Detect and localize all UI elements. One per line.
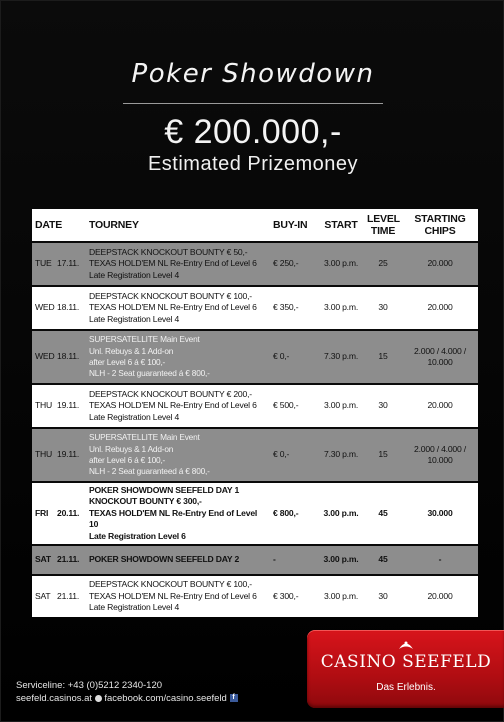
cell-tourney <box>86 384 270 428</box>
cell-day: THU <box>35 400 53 411</box>
website-link[interactable]: seefeld.casinos.at <box>16 693 93 704</box>
tourney-line: Late Registration Level 4 <box>89 269 180 280</box>
bullet-icon <box>95 695 102 702</box>
prize-amount: € 200.000,- <box>164 113 342 151</box>
cell-date <box>32 482 86 545</box>
cell-starting-chips <box>402 242 478 286</box>
tourney-line: Late Registration Level 4 <box>89 313 180 324</box>
poster-title: Poker Showdown <box>131 59 375 89</box>
tourney-line: TEXAS HOLD'EM NL Re-Entry End of Level 6 <box>89 258 257 269</box>
cell-level-time: 25 <box>364 242 402 286</box>
serviceline: Serviceline: +43 (0)5212 2340-120 <box>16 680 163 691</box>
chips-line: 30.000 <box>427 507 453 518</box>
cell-date-value: 20.11. <box>57 507 80 518</box>
table-row <box>32 242 478 286</box>
cell-date-value: 18.11. <box>57 351 80 362</box>
cell-date-value: 18.11. <box>57 302 80 313</box>
tourney-line: Late Registration Level 6 <box>89 530 186 541</box>
chips-line: - <box>438 554 442 565</box>
cell-starting-chips <box>402 482 478 545</box>
cell-buyin: € 0,- <box>270 428 318 482</box>
table-row <box>32 545 478 575</box>
tourney-line: DEEPSTACK KNOCKOUT BOUNTY € 100,- <box>89 290 252 301</box>
tourney-line: after Level 6 á € 100,- <box>89 455 166 465</box>
table-row <box>32 428 478 482</box>
chips-line: 20.000 <box>427 400 453 411</box>
cell-buyin: € 250,- <box>270 242 318 286</box>
cell-date <box>32 428 86 482</box>
cell-buyin: € 800,- <box>270 482 318 545</box>
cell-start: 3.00 p.m. <box>318 384 364 428</box>
cell-start: 3.00 p.m. <box>318 286 364 330</box>
cell-date-value: 21.11. <box>57 590 80 601</box>
tourney-line: DEEPSTACK KNOCKOUT BOUNTY € 50,- <box>89 246 248 257</box>
tourney-line: POKER SHOWDOWN SEEFELD DAY 1 <box>89 485 240 495</box>
cell-start: 3.00 p.m. <box>318 242 364 286</box>
cell-date <box>32 545 86 575</box>
cell-day: WED <box>35 351 55 362</box>
cell-level-time: 15 <box>364 330 402 384</box>
cell-start: 3.00 p.m. <box>318 482 364 545</box>
casino-logo-badge <box>307 630 504 708</box>
tourney-line: DEEPSTACK KNOCKOUT BOUNTY € 100,- <box>89 579 252 590</box>
footer-contact <box>16 679 238 705</box>
tourney-line: DEEPSTACK KNOCKOUT BOUNTY € 200,- <box>89 388 252 399</box>
cell-start: 7.30 p.m. <box>318 428 364 482</box>
cell-tourney <box>86 575 270 617</box>
cell-day: SAT <box>35 590 51 601</box>
cell-tourney <box>86 286 270 330</box>
cell-day: THU <box>35 449 53 460</box>
cell-buyin: - <box>270 545 318 575</box>
chips-line: 10.000 <box>427 455 453 465</box>
cell-date <box>32 384 86 428</box>
tourney-line: TEXAS HOLD'EM NL Re-Entry End of Level 10 <box>89 507 258 530</box>
header-starting-chips <box>402 209 478 242</box>
schedule-table <box>32 209 478 617</box>
cell-starting-chips <box>402 286 478 330</box>
cell-level-time: 30 <box>364 286 402 330</box>
table-row <box>32 575 478 617</box>
tourney-line: SUPERSATELLITE Main Event <box>89 334 200 345</box>
cell-date-value: 19.11. <box>57 449 80 460</box>
tourney-line: Unl. Rebuys & 1 Add-on <box>89 443 174 454</box>
cell-start: 3.00 p.m. <box>318 575 364 617</box>
casino-crown-icon <box>397 640 415 650</box>
cell-buyin: € 0,- <box>270 330 318 384</box>
cell-level-time: 45 <box>364 482 402 545</box>
cell-tourney <box>86 242 270 286</box>
facebook-icon: f <box>230 694 238 702</box>
cell-day: SAT <box>35 554 51 565</box>
table-row <box>32 286 478 330</box>
cell-starting-chips <box>402 545 478 575</box>
cell-date-value: 21.11. <box>57 554 80 565</box>
cell-starting-chips <box>402 384 478 428</box>
chips-line: 2.000 / 4.000 / <box>414 345 466 356</box>
cell-date-value: 19.11. <box>57 400 80 411</box>
tourney-line: TEXAS HOLD'EM NL Re-Entry End of Level 6 <box>89 590 257 601</box>
tourney-line: TEXAS HOLD'EM NL Re-Entry End of Level 6 <box>89 302 257 313</box>
tourney-line: SUPERSATELLITE Main Event <box>89 432 200 443</box>
title-divider <box>123 103 383 104</box>
cell-day: FRI <box>35 507 49 518</box>
cell-starting-chips <box>402 330 478 384</box>
cell-date <box>32 575 86 617</box>
cell-tourney <box>86 482 270 545</box>
chips-line: 20.000 <box>427 258 453 269</box>
tourney-line: NLH - 2 Seat guaranteed á € 800,- <box>89 368 210 379</box>
cell-buyin: € 350,- <box>270 286 318 330</box>
cell-level-time: 30 <box>364 575 402 617</box>
header-buyin: BUY-IN <box>270 209 318 242</box>
header-start: START <box>318 209 364 242</box>
header-chips-line2: CHIPS <box>424 225 456 237</box>
cell-date <box>32 330 86 384</box>
cell-level-time: 15 <box>364 428 402 482</box>
cell-start: 7.30 p.m. <box>318 330 364 384</box>
cell-date-value: 17.11. <box>57 258 80 269</box>
facebook-link[interactable]: facebook.com/casino.seefeld <box>104 693 227 704</box>
tourney-line: Unl. Rebuys & 1 Add-on <box>89 345 174 356</box>
casino-name: CASINO SEEFELD <box>320 652 492 672</box>
table-row <box>32 482 478 545</box>
cell-level-time: 45 <box>364 545 402 575</box>
header-date: DATE <box>32 209 86 242</box>
header-level-line2: TIME <box>370 225 396 237</box>
cell-tourney <box>86 428 270 482</box>
cell-tourney <box>86 545 270 575</box>
cell-starting-chips <box>402 428 478 482</box>
tourney-line: TEXAS HOLD'EM NL Re-Entry End of Level 6 <box>89 400 257 411</box>
tourney-line: Late Registration Level 4 <box>89 411 180 422</box>
cell-starting-chips <box>402 575 478 617</box>
chips-line: 2.000 / 4.000 / <box>414 443 466 454</box>
cell-date <box>32 242 86 286</box>
cell-day: WED <box>35 302 55 313</box>
table-row <box>32 330 478 384</box>
prize-label: Estimated Prizemoney <box>147 153 359 175</box>
tourney-line: Late Registration Level 4 <box>89 602 180 613</box>
cell-start: 3.00 p.m. <box>318 545 364 575</box>
tourney-line: POKER SHOWDOWN SEEFELD DAY 2 <box>89 554 240 565</box>
table-row <box>32 384 478 428</box>
cell-day: TUE <box>35 258 52 269</box>
cell-buyin: € 300,- <box>270 575 318 617</box>
chips-line: 20.000 <box>427 590 453 601</box>
chips-line: 20.000 <box>427 302 453 313</box>
cell-tourney <box>86 330 270 384</box>
casino-tagline: Das Erlebnis. <box>376 682 436 693</box>
cell-date <box>32 286 86 330</box>
header-tourney: TOURNEY <box>86 209 270 242</box>
tourney-line: KNOCKOUT BOUNTY € 300,- <box>89 496 202 507</box>
tourney-line: NLH - 2 Seat guaranteed á € 800,- <box>89 466 210 477</box>
cell-level-time: 30 <box>364 384 402 428</box>
table-header-row <box>32 209 478 242</box>
tourney-line: after Level 6 á € 100,- <box>89 357 166 367</box>
header-chips-line1: STARTING <box>414 213 466 225</box>
footer-links <box>16 692 238 705</box>
chips-line: 10.000 <box>427 357 453 367</box>
header-level-time <box>364 209 402 242</box>
header-level-line1: LEVEL <box>367 213 400 225</box>
cell-buyin: € 500,- <box>270 384 318 428</box>
